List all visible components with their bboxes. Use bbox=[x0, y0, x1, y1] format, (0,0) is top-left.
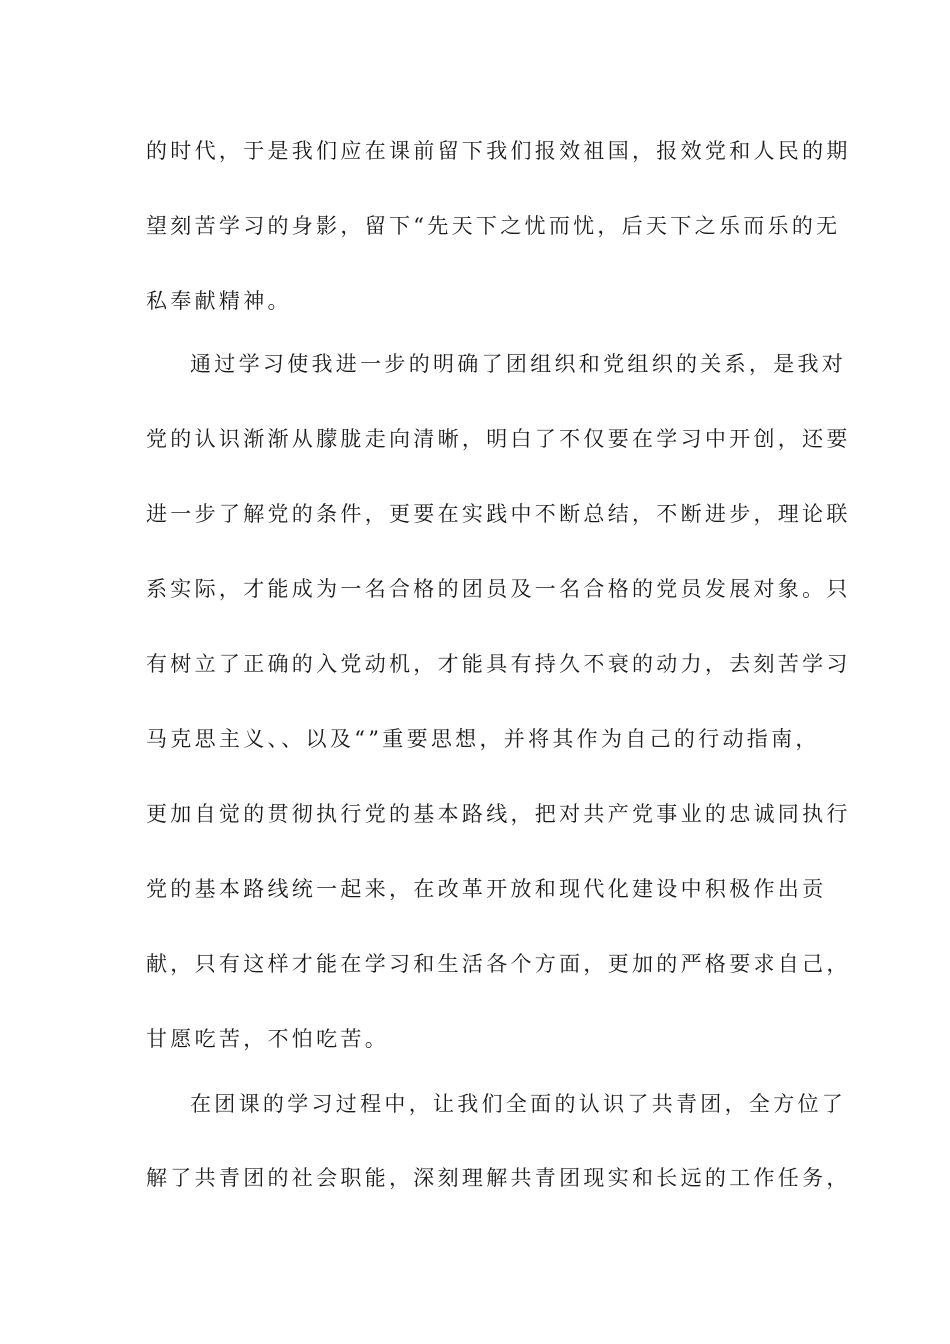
text-line: 系实际，才能成为一名合格的团员及一名合格的党员发展对象。只 bbox=[146, 577, 851, 601]
text-line: 私奉献精神。 bbox=[146, 289, 292, 313]
text-line: 有树立了正确的入党动机，才能具有持久不衰的动力，去刻苦学习 bbox=[146, 652, 851, 676]
text-line: 马克思主义、、以及“”重要思想，并将其作为自己的行动指南， bbox=[146, 727, 820, 751]
text-line: 的时代，于是我们应在课前留下我们报效祖国，报效党和人民的期 bbox=[146, 139, 851, 163]
text-line: 望刻苦学习的身影，留下“先天下之忧而忧，后天下之乐而乐的无 bbox=[146, 214, 841, 238]
text-line: 甘愿吃苦，不怕吃苦。 bbox=[146, 1027, 389, 1051]
text-line: 解了共青团的社会职能，深刻理解共青团现实和长远的工作任务， bbox=[146, 1166, 851, 1190]
text-line: 进一步了解党的条件，更要在实践中不断总结，不断进步，理论联 bbox=[146, 502, 851, 526]
text-line: 党的基本路线统一起来，在改革开放和现代化建设中积极作出贡 bbox=[146, 877, 827, 901]
text-line: 更加自觉的贯彻执行党的基本路线，把对共产党事业的忠诚同执行 bbox=[146, 802, 851, 826]
text-line: 献，只有这样才能在学习和生活各个方面，更加的严格要求自己， bbox=[146, 952, 851, 976]
paragraph-first-line: 通过学习使我进一步的明确了团组织和党组织的关系，是我对 bbox=[190, 352, 847, 376]
paragraph-first-line: 在团课的学习过程中，让我们全面的认识了共青团，全方位了 bbox=[190, 1092, 847, 1116]
text-line: 党的认识渐渐从朦胧走向清晰，明白了不仅要在学习中开创，还要 bbox=[146, 427, 851, 451]
